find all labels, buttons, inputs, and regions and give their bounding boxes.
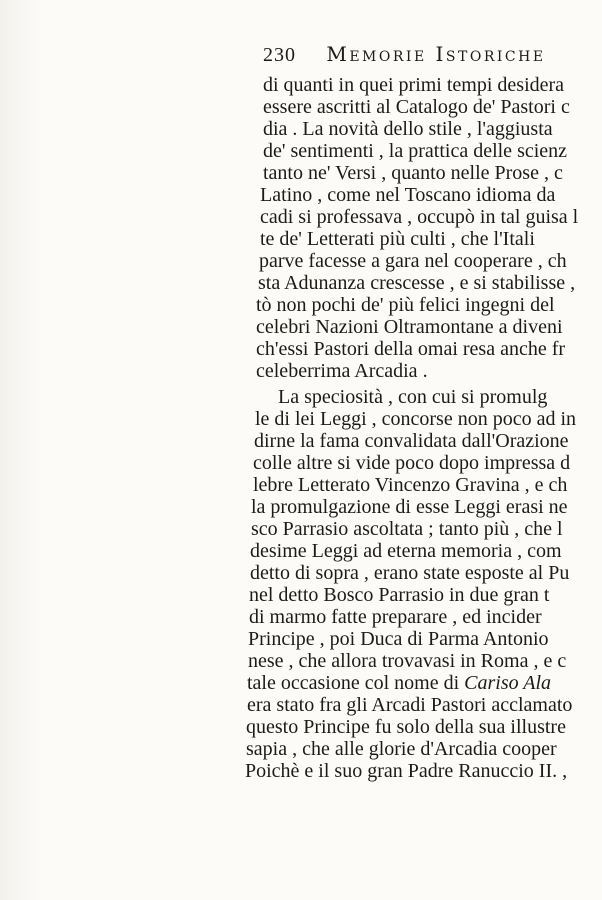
text-line: tanto ne' Versi , quanto nelle Prose , c xyxy=(263,162,563,184)
text-line: essere ascritti al Catalogo de' Pastori c xyxy=(263,96,570,118)
page-gutter-shadow xyxy=(0,0,40,900)
page-number: 230 xyxy=(263,44,296,66)
text-line: cadi si professava , occupò in tal guisa l xyxy=(260,206,579,228)
text-line: colle altre si vide poco dopo impressa d xyxy=(253,452,571,474)
text-line: sco Parrasio ascoltata ; tanto più , che l xyxy=(251,518,563,540)
text-line: dia . La novità dello stile , l'aggiusta xyxy=(263,118,553,140)
text-line: Principe , poi Duca di Parma Antonio xyxy=(248,628,549,650)
text-line: celebri Nazioni Oltramontane a diveni xyxy=(256,316,563,338)
text-line: Latino , come nel Toscano idioma da xyxy=(260,184,556,206)
text-line: parve facesse a gara nel cooperare , ch xyxy=(259,250,567,272)
text-line: di marmo fatte preparare , ed incider xyxy=(249,606,542,628)
text-line paragraph-start: La speciosità , con cui si promulg xyxy=(278,386,548,408)
text-line: sta Adunanza crescesse , e si stabilisse , xyxy=(258,272,576,294)
text-line: tò non pochi de' più felici ingegni del xyxy=(256,294,555,316)
text-line: desime Leggi ad eterna memoria , com xyxy=(250,540,562,562)
text-line: questo Principe fu solo della sua illustre xyxy=(246,716,566,738)
text-line: di quanti in quei primi tempi desidera xyxy=(263,74,565,96)
text-line: nel detto Bosco Parrasio in due gran t xyxy=(249,584,550,606)
italic-name: Cariso Ala xyxy=(464,672,552,694)
text-line: de' sentimenti , la prattica delle scienz xyxy=(263,140,568,162)
text-line: era stato fra gli Arcadi Pastori acclamato xyxy=(247,694,573,716)
running-title: Memorie Istoriche xyxy=(326,42,546,66)
text-line: dirne la fama convalidata dall'Orazione xyxy=(254,430,569,452)
text-line: ch'essi Pastori della omai resa anche fr xyxy=(256,338,566,360)
text-line: Poichè e il suo gran Padre Ranuccio II. , xyxy=(245,760,568,782)
text-line: celeberrima Arcadia . xyxy=(256,360,428,382)
text-line: tale occasione col nome di Cariso Ala xyxy=(247,672,552,694)
text-line: le di lei Leggi , concorse non poco ad in xyxy=(255,408,577,430)
text-line: lebre Letterato Vincenzo Gravina , e ch xyxy=(253,474,568,496)
text-line: sapia , che alle glorie d'Arcadia cooper xyxy=(246,738,557,760)
text-line: te de' Letterati più culti , che l'Itali xyxy=(260,228,535,250)
text-line: la promulgazione di esse Leggi erasi ne xyxy=(251,496,568,518)
running-head xyxy=(263,42,546,67)
text-line: detto di sopra , erano state esposte al Pu xyxy=(250,562,570,584)
text-line: nese , che allora trovavasi in Roma , e c xyxy=(248,650,567,672)
